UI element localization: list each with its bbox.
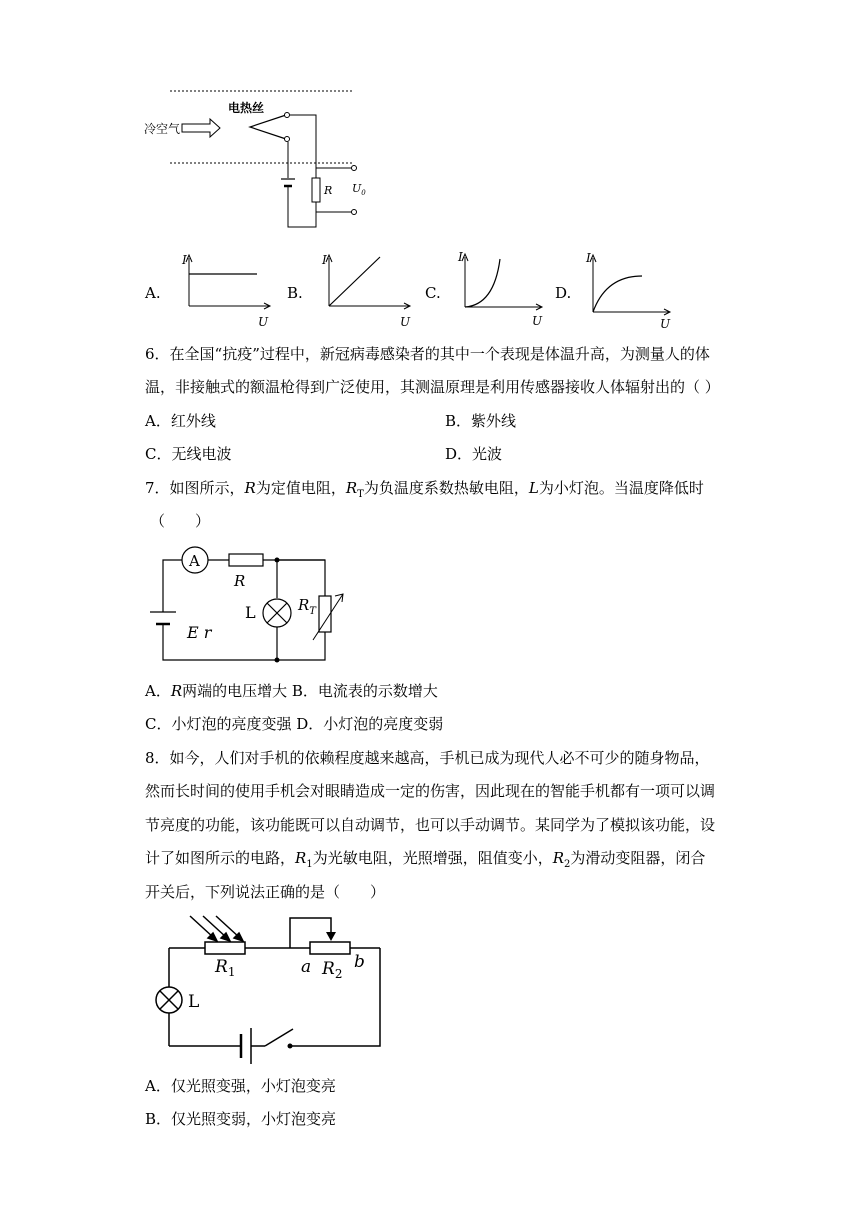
q6-option-d: D．光波 <box>445 445 503 463</box>
q6-option-c: C．无线电波 <box>145 445 232 463</box>
q8-option-b: B．仅光照变弱，小灯泡变亮 <box>145 1110 337 1128</box>
q7-circuit-figure <box>145 540 365 670</box>
y-axis-label: I <box>322 253 327 267</box>
option-c-label: C. <box>425 284 441 302</box>
lamp-label: L <box>245 603 256 622</box>
hot-wire-circuit-figure <box>140 82 370 232</box>
q6-stem-line2: 温，非接触式的额温枪得到广泛使用，其测温原理是利用传感器接收人体辐射出的（ ） <box>145 378 720 396</box>
ammeter-label: A <box>189 552 200 570</box>
q8-stem-line3: 节亮度的功能，该功能既可以自动调节，也可以手动调节。某同学为了模拟该功能，设 <box>145 816 716 834</box>
switch-icon <box>265 1029 293 1046</box>
lamp-label: L <box>188 992 200 1012</box>
y-axis-label: I <box>586 251 591 265</box>
slider-arrow-icon <box>326 932 336 941</box>
heating-wire-label: 电热丝 <box>228 101 265 115</box>
q7-option-cd: C．小灯泡的亮度变强 D．小灯泡的亮度变弱 <box>145 715 444 733</box>
series-line <box>465 259 500 307</box>
y-axis-label: I <box>182 253 187 267</box>
graph-option-a <box>178 250 278 330</box>
resistor-r <box>229 554 263 566</box>
air-flow-arrow-icon <box>182 119 220 137</box>
q8-stem-line2: 然而长时间的使用手机会对眼睛造成一定的伤害，因此现在的智能手机都有一项可以调 <box>145 782 716 800</box>
q7-option-ab: A．R两端的电压增大 B．电流表的示数增大 <box>145 682 438 700</box>
resistor-r-label: R <box>324 184 333 197</box>
option-b-label: B. <box>287 284 303 302</box>
series-line <box>329 257 380 306</box>
thermistor <box>319 596 331 632</box>
light-arrows-icon <box>190 916 243 941</box>
q7-stem-line2: （ ） <box>150 512 211 530</box>
emf-label: E r <box>187 623 212 642</box>
q8-circuit-figure <box>145 910 390 1070</box>
r2-label: $R_2$ <box>322 959 343 981</box>
q8-option-a: A．仅光照变强，小灯泡变亮 <box>145 1077 336 1095</box>
graph-option-c <box>452 247 552 329</box>
r1-label: $R_1$ <box>215 957 236 979</box>
y-axis-label: I <box>458 250 463 264</box>
q6-option-a: A．红外线 <box>145 412 216 430</box>
q7-stem-line1: 7．如图所示，R为定值电阻，$R_T$为负温度系数热敏电阻，L为小灯泡。当温度降低时 <box>145 479 704 500</box>
terminal-a-label: a <box>301 957 312 977</box>
cold-air-label: 冷空气 <box>144 122 181 136</box>
rheostat-r2 <box>310 942 350 954</box>
terminal-b-label: b <box>354 952 365 972</box>
q6-option-b: B．紫外线 <box>445 412 517 430</box>
option-d-label: D. <box>555 284 572 302</box>
option-a-label: A. <box>145 284 161 302</box>
x-axis-label: U <box>660 317 671 330</box>
u0-label: $U_0$ <box>352 182 366 197</box>
x-axis-label: U <box>532 314 543 328</box>
graph-option-d <box>580 248 680 330</box>
heating-wire <box>250 115 286 139</box>
photoresistor-r1 <box>205 942 245 954</box>
x-axis-label: U <box>400 315 411 329</box>
thermistor-label: $R_T$ <box>298 596 316 617</box>
x-axis-label: U <box>258 315 269 329</box>
graph-option-b <box>318 250 418 330</box>
resistor-r-label: R <box>234 572 246 590</box>
series-line <box>593 276 642 312</box>
q8-stem-line4: 计了如图所示的电路，$R_1$为光敏电阻，光照增强，阻值变小，$R_2$为滑动变阻器，闭合 <box>145 849 706 870</box>
q8-stem-line1: 8．如今，人们对手机的依赖程度越来越高，手机已成为现代人必不可少的随身物品， <box>145 749 710 767</box>
q8-stem-line5: 开关后，下列说法正确的是（ ） <box>145 883 386 901</box>
resistor-r <box>312 178 320 202</box>
q6-stem-line1: 6．在全国“抗疫”过程中，新冠病毒感染者的其中一个表现是体温升高，为测量人的体 <box>145 345 710 363</box>
